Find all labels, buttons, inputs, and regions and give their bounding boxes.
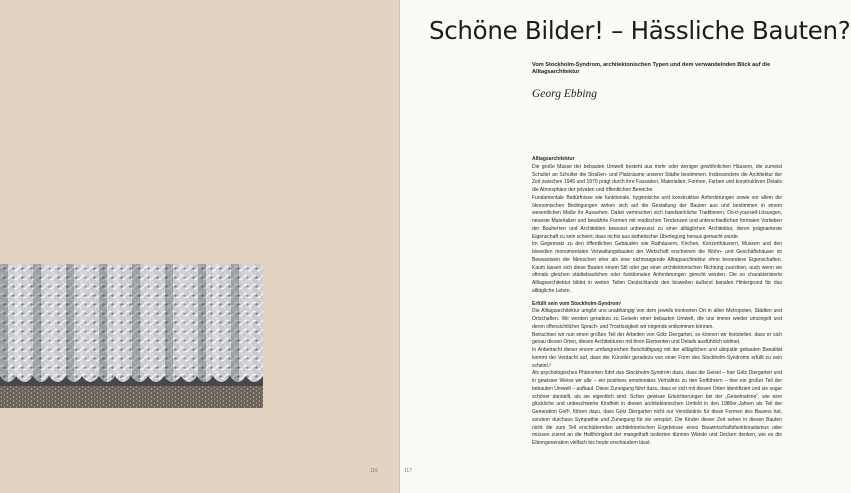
body-paragraph: Die Alltagsarchitektur umgibt uns unabhängig von dem jeweils konkreten Ort in allen Metropolen, Städten und Ortschaften. Wir werden geradezu zu Geiseln einer bebauten Umwelt, die uns immer wieder umzingelt und deren offensichtlicher Sprach- und Trostlosigkeit wir nirgends entkommen können. (532, 308, 782, 330)
body-paragraph: Im Gegensatz zu den öffentlichen Gebäuden wie Rathäusern, Kirchen, Konzerthäusern, Museen und den bisweilen monumentalen Verwaltungsbauten der Wirtschaft erscheinen die Wohn- und Geschäftshäuser im Bewusstsein der Menschen eher als eine nichtssagende Alltagsarchitektur ohne besondere Eigenschaften. Kaum lassen sich diese Bauten einem Stil oder gar einer architektonischen Richtung zuordnen, auch wenn sie oftmals gleichen städtebaulichen oder funktionalen Anforderungen gerecht werden. Die so charakterisierte Alltagsarchitektur bildet in weiten Teilen Deutschlands den bisweilen äußerst banalen Hintergrund für das alltägliche Leben. (532, 241, 782, 294)
lace-curtain-image (0, 264, 263, 408)
section-heading-stockholm-syndrom: Erfüllt sein vom Stockholm-Syndrom¹ (532, 300, 622, 307)
page-number-right: 117 (404, 468, 412, 474)
body-paragraph: Betrachten wir nun einen großen Teil der Arbeiten von Götz Diergarten, so können wir feststellen, dass er sich genau diesen Orten, diesen Architekturen mit ihren Elementen und Details ausführlich widmet. (532, 331, 782, 346)
lace-curtain-photo (0, 264, 263, 408)
article-title: Schöne Bilder! – Hässliche Bauten? (429, 16, 851, 45)
section-heading-alltagsarchitektur: Alltagsarchitektur (532, 156, 575, 162)
body-paragraph: In Anbetracht dieser enorm umfangreichen Beschäftigung mit der alltäglichen und ubiquitär gebauten Banalität kommt der Verdacht auf, dass der Künstler geradezu von einer Form des Stockholm-Syndroms erfüllt zu sein scheint.² (532, 347, 782, 369)
body-paragraph: Fundamentale Bedürfnisse wie funktionale, hygienische und konstruktive Anforderungen sowie vor allem die ökonomischen Bedingungen wirken sich auf die Gestaltung der Bauten aus und bestimmen in einem wesentlichen Maße ihr Aussehen. Dabei vermischen sich handwerkliche Traditionen, Do-it-yourself-Lösungen, neueste Materialien und bewährte Formen mit modischen Tendenzen und unterschiedlichen formalen Vorlieben der Bauherren und Architekten bewusst unbewusst zu einer alltäglichen Architektur, deren prägnanteste Eigenschaft zu sein scheint, dass nichts aus ästhetischer Überlegung heraus gemacht wurde. (532, 194, 782, 240)
left-page (0, 0, 400, 493)
article-body (532, 156, 782, 486)
body-paragraph: Die große Masse der bebauten Umwelt besteht aus mehr oder weniger gewöhnlichen Häusern, die zumeist Schulter an Schulter die Straßen- und Platzräume unserer Städte bestimmen. Insbesondere die Architektur der Zeit zwischen 1945 und 1970 prägt durch ihre Fassaden, Materialien, Formen, Farben und konstruktiven Details die Atmosphäre der privaten und öffentlichen Bereiche. (532, 163, 782, 193)
body-paragraph: Als psychologisches Phänomen führt das Stockholm-Syndrom dazu, dass die Geisel – hier Götz Diergarten und in gewisser Weise wir alle – ein positives emotionales Verhältnis zu den Entführern – hier ein großer Teil der bebauten Umwelt – aufbaut. Diese Zuneigung führt dazu, dass er sich mit diesen Orten identifiziert und sie sogar schöner darstellt, als sie eigentlich sind. Schon gewisse Erleichterungen bei der „Geiselnahme“, wie eine glückliche und unbeschwerte Kindheit in diesen architektonischen Umfeld in den 1980er-Jahren als Teil der Generation Golf³, führen dazu, dass Götz Diergarten nicht nur Verständnis für diese Formen des Bauens hat, sondern durchaus Sympathie und Zuneigung für sie verspürt. Die Kinder dieser Zeit sehen in diesen Bauten nicht die zum Teil erschütternden architektonischen Ergebnisse eines Bauwirtschaftsfunktionalismus oder müssen zuerst an die Heillhörigkeit der mangelhaft isolierten dünnen Wände und Decken denken, wie es die Elterngeneration vielfach bis heute erschaudern lässt. (532, 370, 782, 446)
article-author: Georg Ebbing (532, 88, 598, 100)
article-subtitle: Vom Stockholm-Syndrom, architektonischen Typen und dem verwandelnden Blick auf die Alltagsarchitektur (532, 62, 771, 76)
page-number-left: 116 (370, 468, 378, 474)
